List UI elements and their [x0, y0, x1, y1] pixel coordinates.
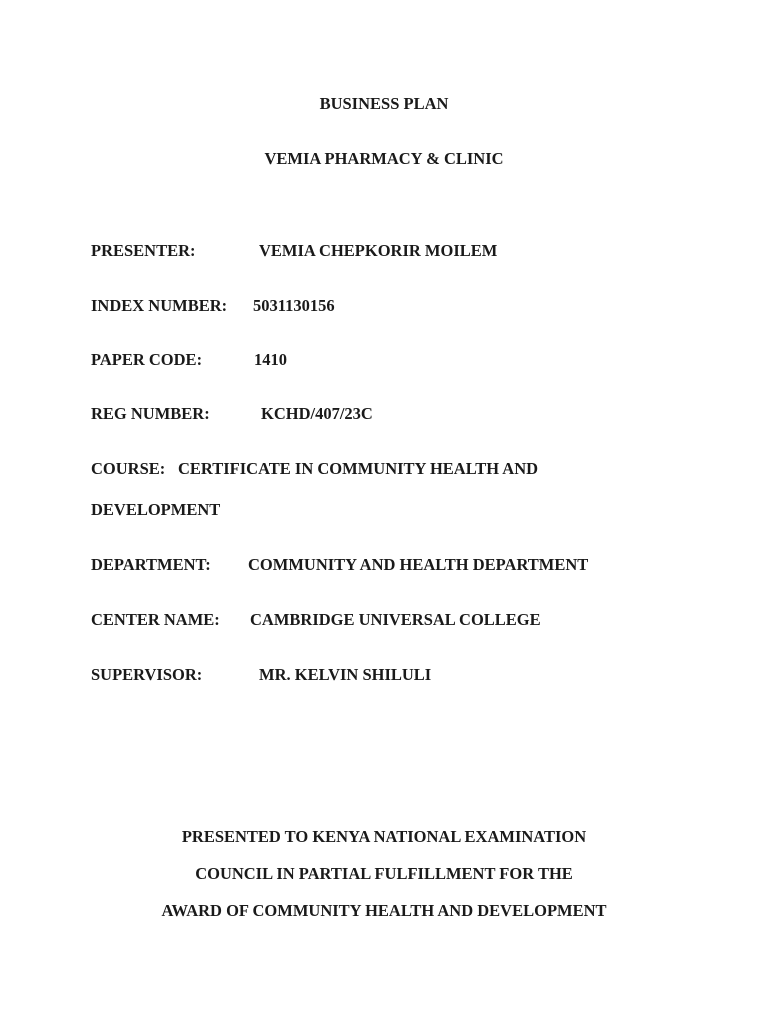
- index-number-label: INDEX NUMBER:: [91, 296, 228, 315]
- index-number-value: 5031130156: [253, 296, 335, 315]
- department-label: DEPARTMENT:: [91, 555, 211, 574]
- center-name-label: CENTER NAME:: [91, 610, 220, 629]
- footer-line-3: AWARD OF COMMUNITY HEALTH AND DEVELOPMENT: [161, 901, 607, 920]
- course-label: COURSE:: [91, 459, 166, 478]
- department-value: COMMUNITY AND HEALTH DEPARTMENT: [248, 555, 589, 574]
- reg-number-label: REG NUMBER:: [91, 404, 210, 423]
- course-value-line2: DEVELOPMENT: [91, 500, 221, 519]
- center-name-value: CAMBRIDGE UNIVERSAL COLLEGE: [250, 610, 541, 629]
- document-title: BUSINESS PLAN: [319, 94, 449, 113]
- paper-code-label: PAPER CODE:: [91, 350, 203, 369]
- presenter-label: PRESENTER:: [91, 241, 196, 260]
- presenter-value: VEMIA CHEPKORIR MOILEM: [259, 241, 498, 260]
- footer-line-2: COUNCIL IN PARTIAL FULFILLMENT FOR THE: [195, 864, 573, 883]
- supervisor-value: MR. KELVIN SHILULI: [259, 665, 432, 684]
- footer-line-1: PRESENTED TO KENYA NATIONAL EXAMINATION: [181, 827, 587, 846]
- paper-code-value: 1410: [254, 350, 287, 369]
- supervisor-label: SUPERVISOR:: [91, 665, 203, 684]
- business-name: VEMIA PHARMACY & CLINIC: [264, 149, 504, 168]
- reg-number-value: KCHD/407/23C: [261, 404, 373, 423]
- course-value-line1: CERTIFICATE IN COMMUNITY HEALTH AND: [178, 459, 539, 478]
